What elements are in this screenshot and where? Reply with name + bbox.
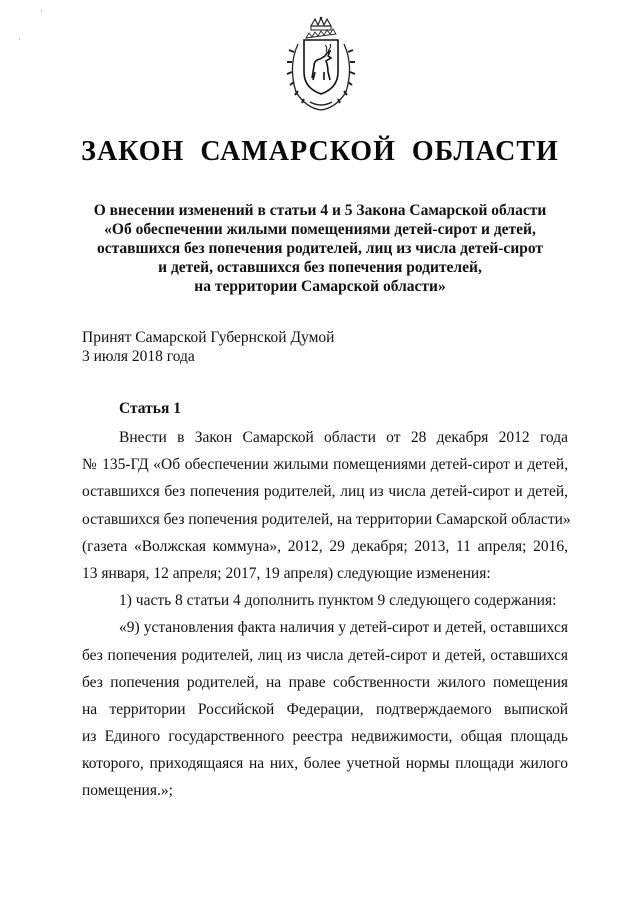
body-line: без попечения родителей, лиц из числа детей-сирот и детей, оставшихся: [82, 646, 568, 664]
body-line: 13 января, 12 апреля; 2017, 19 апреля) следующие изменения:: [82, 564, 491, 582]
article-body: [82, 424, 571, 805]
body-line: оставшихся без попечения родителей, лиц из числа детей-сирот и детей,: [82, 483, 568, 501]
scan-mark: ·: [18, 34, 21, 44]
body-line: (газета «Волжская коммуна», 2012, 29 декабря; 2013, 11 апреля; 2016,: [82, 537, 568, 555]
article-heading: Статья 1: [119, 400, 181, 417]
body-line: «9) установления факта наличия у детей-сирот и детей, оставшихся: [119, 619, 568, 637]
body-line: без попечения родителей, на праве собственности жилого помещения: [82, 673, 568, 691]
subject-line: на территории Самарской области»: [194, 278, 446, 295]
adopted-date: 3 июля 2018 года: [82, 348, 195, 365]
body-line: помещения.»;: [82, 782, 173, 800]
adoption-info: [82, 328, 334, 366]
subject-line: О внесении изменений в статьи 4 и 5 Закона Самарской области: [93, 202, 547, 219]
body-line: из Единого государственного реестра недвижимости, общая площадь: [82, 728, 568, 746]
body-line: Внести в Закон Самарской области от 28 декабря 2012 года: [119, 429, 568, 446]
body-line: которого, приходящаяся на них, более учетной нормы площади жилого: [82, 755, 568, 773]
subject-line: и детей, оставшихся без попечения родителей,: [158, 259, 482, 276]
adopted-by: Принят Самарской Губернской Думой: [82, 329, 335, 346]
body-line: оставшихся без попечения родителей, на территории Самарской области»: [82, 510, 571, 528]
law-title: ЗАКОН САМАРСКОЙ ОБЛАСТИ: [81, 136, 559, 167]
body-line: 1) часть 8 статьи 4 дополнить пунктом 9 следующего содержания:: [119, 592, 557, 610]
subject-line: оставшихся без попечения родителей, лиц из числа детей-сирот: [96, 240, 544, 257]
body-line: на территории Российской Федерации, подтверждаемого выпиской: [82, 700, 568, 718]
scan-mark: ·: [40, 6, 43, 16]
subject-line: «Об обеспечении жилыми помещениями детей-сирот и детей,: [104, 221, 536, 238]
body-line: № 135-ГД «Об обеспечении жилыми помещениями детей-сирот и детей,: [82, 456, 568, 474]
samara-coat-of-arms-icon: [284, 16, 358, 114]
law-subject: [60, 201, 580, 296]
